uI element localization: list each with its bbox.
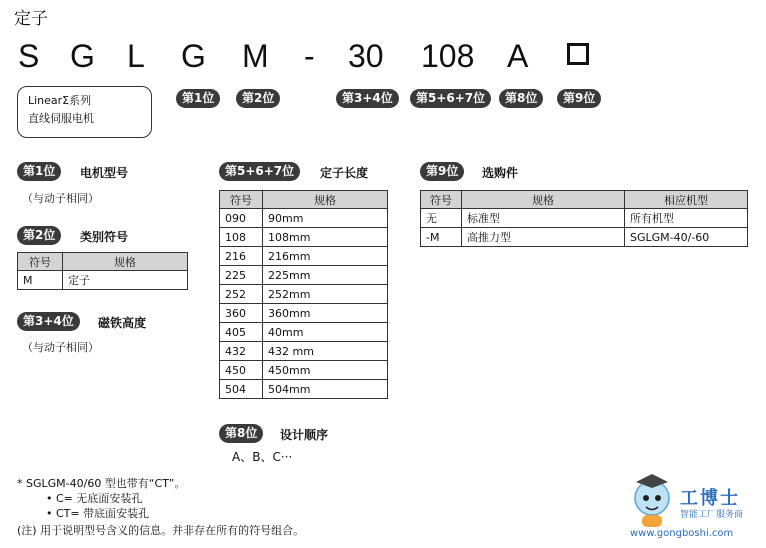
cell-code: 216	[220, 247, 263, 266]
sec34-label: 磁铁高度	[98, 316, 147, 330]
cell-spec: 225mm	[263, 266, 388, 285]
cell-code: 225	[220, 266, 263, 285]
col-header: 相应机型	[625, 191, 748, 209]
table-row	[220, 266, 388, 285]
sec567-tag: 第5+6+7位	[219, 162, 300, 181]
cell-spec: 252mm	[263, 285, 388, 304]
sec567-table	[219, 190, 388, 399]
table-row	[421, 209, 748, 228]
cell-model: 所有机型	[625, 209, 748, 228]
cell-code: M	[18, 271, 63, 290]
table-row	[220, 228, 388, 247]
cell-spec: 450mm	[263, 361, 388, 380]
sec1-tag: 第1位	[17, 162, 61, 181]
pos-pill-1: 第1位	[176, 89, 220, 108]
table-row	[220, 323, 388, 342]
cell-spec: 108mm	[263, 228, 388, 247]
code-char-9-box	[567, 43, 589, 65]
pos-pill-34: 第3+4位	[336, 89, 399, 108]
cell-spec: 高推力型	[462, 228, 625, 247]
code-char-1: S	[18, 38, 40, 74]
logo-name: 工博士	[680, 488, 740, 509]
logo-slogan: 智能工厂服务商	[680, 510, 744, 520]
col-header: 符号	[421, 191, 462, 209]
table-header-row	[220, 191, 388, 209]
cell-spec: 40mm	[263, 323, 388, 342]
sec2-table	[17, 252, 188, 290]
cell-code: 504	[220, 380, 263, 399]
sec9-table	[420, 190, 748, 247]
sec34-note: （与动子相同）	[22, 341, 99, 354]
table-row	[220, 285, 388, 304]
table-row	[220, 247, 388, 266]
sec8-note: A、B、C···	[232, 450, 293, 464]
cell-code: -M	[421, 228, 462, 247]
code-char-2: G	[70, 38, 95, 74]
table-row	[220, 380, 388, 399]
table-header-row	[421, 191, 748, 209]
sec8-tag: 第8位	[219, 424, 263, 443]
table-header-row	[18, 253, 188, 271]
code-char-3: L	[127, 38, 145, 74]
cell-code: 无	[421, 209, 462, 228]
footnote-c: • C= 无底面安装孔	[46, 492, 143, 505]
pos-pill-2: 第2位	[236, 89, 280, 108]
table-row	[220, 304, 388, 323]
code-char-5: M	[242, 38, 269, 74]
cell-spec: 504mm	[263, 380, 388, 399]
cell-spec: 432 mm	[263, 342, 388, 361]
col-header: 规格	[63, 253, 188, 271]
table-row	[220, 209, 388, 228]
pos-pill-567: 第5+6+7位	[410, 89, 491, 108]
sec8-label: 设计顺序	[280, 428, 329, 442]
pos-pill-9: 第9位	[557, 89, 601, 108]
mascot-icon	[628, 470, 676, 530]
col-header: 符号	[18, 253, 63, 271]
code-char-4: G	[181, 38, 206, 74]
series-box	[17, 86, 152, 138]
cell-model: SGLGM-40/-60	[625, 228, 748, 247]
code-dash: -	[304, 38, 315, 74]
sec1-note: （与动子相同）	[22, 192, 99, 205]
cell-spec: 90mm	[263, 209, 388, 228]
cell-code: 432	[220, 342, 263, 361]
code-char-34: 30	[348, 38, 384, 74]
sec9-label: 选购件	[482, 166, 519, 180]
sec567-label: 定子长度	[320, 166, 369, 180]
footnote-remark: (注) 用于说明型号含义的信息。并非存在所有的符号组合。	[17, 524, 305, 537]
footnote-ct-def: • CT= 带底面安装孔	[46, 507, 150, 520]
cell-code: 108	[220, 228, 263, 247]
pos-pill-8: 第8位	[499, 89, 543, 108]
sec2-tag: 第2位	[17, 226, 61, 245]
code-char-567: 108	[421, 38, 475, 74]
sec34-tag: 第3+4位	[17, 312, 80, 331]
cell-code: 360	[220, 304, 263, 323]
table-row	[421, 228, 748, 247]
table-row	[220, 361, 388, 380]
cell-spec: 216mm	[263, 247, 388, 266]
col-header: 符号	[220, 191, 263, 209]
col-header: 规格	[462, 191, 625, 209]
sec9-tag: 第9位	[420, 162, 464, 181]
cell-code: 252	[220, 285, 263, 304]
page-title: 定子	[14, 9, 48, 29]
cell-code: 090	[220, 209, 263, 228]
cell-spec: 360mm	[263, 304, 388, 323]
series-name: LinearΣ系列	[28, 94, 92, 107]
code-char-8: A	[507, 38, 529, 74]
cell-code: 405	[220, 323, 263, 342]
footnote-ct: * SGLGM-40/60 型也带有“CT”。	[17, 477, 186, 490]
table-row	[220, 342, 388, 361]
watermark-logo	[628, 470, 758, 542]
col-header: 规格	[263, 191, 388, 209]
table-row	[18, 271, 188, 290]
sec2-label: 类别符号	[80, 230, 129, 244]
cell-spec: 定子	[63, 271, 188, 290]
cell-spec: 标准型	[462, 209, 625, 228]
logo-url: www.gongboshi.com	[630, 528, 734, 539]
series-type: 直线伺服电机	[28, 112, 94, 125]
cell-code: 450	[220, 361, 263, 380]
sec1-label: 电机型号	[80, 166, 129, 180]
